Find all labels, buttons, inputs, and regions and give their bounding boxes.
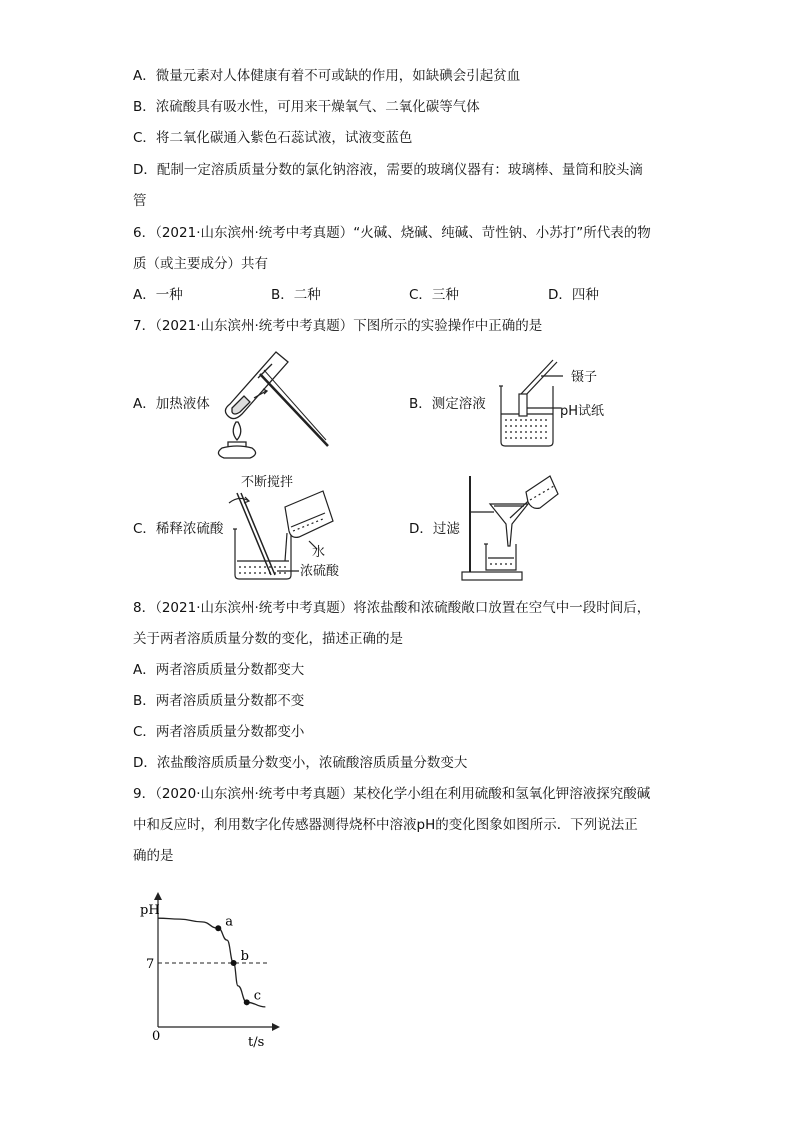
point-a [215, 925, 221, 931]
q6-option-b: B．二种 [271, 287, 321, 303]
heating-liquid-illustration [210, 344, 330, 459]
q9-stem-line3: 确的是 [133, 848, 174, 864]
q5-option-d-line1: D．配制一定溶质质量分数的氯化钠溶液，需要的玻璃仪器有：玻璃棒、量筒和胶头滴 [133, 162, 643, 178]
ph-test-illustration [495, 358, 575, 448]
q9-stem-line2: 中和反应时，利用数字化传感器测得烧杯中溶液pH的变化图象如图所示．下列说法正 [133, 817, 638, 833]
q6-option-a: A．一种 [133, 287, 183, 303]
q6-option-d: D．四种 [548, 287, 599, 303]
point-label-c: c [253, 988, 262, 1004]
label-conc-acid: 浓硫酸 [300, 564, 340, 579]
filtration-illustration [458, 472, 563, 587]
q8-option-d: D．浓盐酸溶质质量分数变小，浓硫酸溶质质量分数变大 [133, 755, 468, 771]
point-label-a: a [225, 914, 234, 930]
label-water: 水 [312, 545, 326, 560]
point-b [231, 960, 237, 966]
q8-option-a: A．两者溶质质量分数都变大 [133, 662, 305, 678]
q7-option-b: B．测定溶液 [409, 396, 486, 412]
q5-option-d-line2: 管 [133, 193, 147, 209]
q7-option-c: C．稀释浓硫酸 [133, 521, 224, 537]
q5-option-a: A．微量元素对人体健康有着不可或缺的作用，如缺碘会引起贫血 [133, 68, 521, 84]
q8-option-b: B．两者溶质质量分数都不变 [133, 693, 305, 709]
q8-stem-line2: 关于两者溶质质量分数的变化，描述正确的是 [133, 631, 403, 647]
q6-stem-line1: 6．（2021·山东滨州·统考中考真题）“火碱、烧碱、纯碱、苛性钠、小苏打”所代表的物 [133, 225, 651, 241]
q9-stem-line1: 9．（2020·山东滨州·统考中考真题）某校化学小组在利用硫酸和氢氧化钾溶液探究酸碱 [133, 786, 651, 802]
point-label-b: b [240, 949, 249, 964]
ph7-label: 7 [146, 957, 155, 972]
q5-option-b: B．浓硫酸具有吸水性，可用来干燥氧气、二氧化碳等气体 [133, 99, 480, 115]
ph-chart [130, 890, 300, 1050]
y-axis-arrow [154, 892, 162, 900]
q8-stem-line1: 8．（2021·山东滨州·统考中考真题）将浓盐酸和浓硫酸敞口放置在空气中一段时间后， [133, 600, 651, 616]
point-c [244, 999, 250, 1005]
q6-stem-line2: 质（或主要成分）共有 [133, 256, 268, 272]
y-axis-label: pH [140, 903, 160, 918]
x-axis-arrow [272, 1023, 280, 1031]
origin-label: 0 [152, 1029, 161, 1044]
x-axis-label: t/s [248, 1035, 265, 1050]
label-ph-paper: pH试纸 [560, 404, 605, 419]
q7-stem: 7．（2021·山东滨州·统考中考真题）下图所示的实验操作中正确的是 [133, 318, 543, 334]
q6-option-c: C．三种 [409, 287, 459, 303]
label-stir: 不断搅拌 [241, 475, 294, 490]
q8-option-c: C．两者溶质质量分数都变小 [133, 724, 305, 740]
q5-option-c: C．将二氧化碳通入紫色石蕊试液，试液变蓝色 [133, 130, 413, 146]
label-tweezers: 镊子 [571, 370, 598, 385]
q7-option-a: A．加热液体 [133, 396, 210, 412]
q7-option-d: D．过滤 [409, 521, 460, 537]
